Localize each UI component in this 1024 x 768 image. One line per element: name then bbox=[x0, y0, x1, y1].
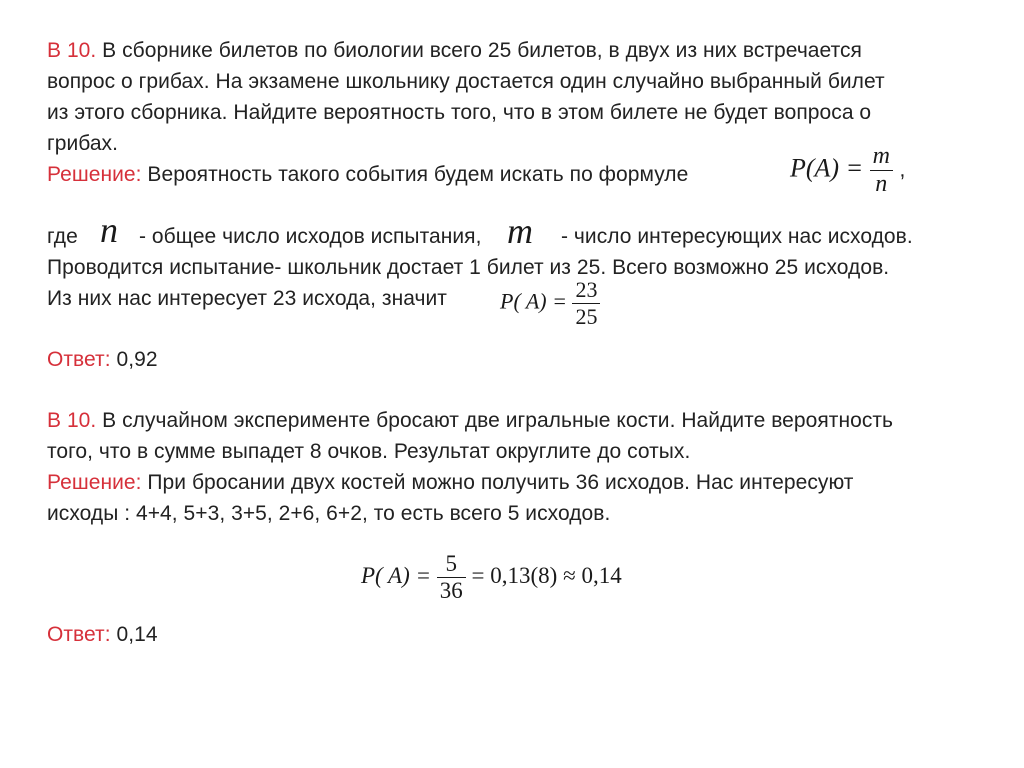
task2-line1-text: В случайном эксперименте бросают две игральные кости. Найдите вероятность bbox=[96, 409, 894, 432]
task1-solution-label: Решение: bbox=[47, 163, 142, 186]
task1-n-text: - общее число исходов испытания, bbox=[139, 225, 482, 248]
task2-answer-label: Ответ: bbox=[47, 623, 111, 646]
task1-interest-line: Из них нас интересует 23 исхода, значит bbox=[47, 287, 447, 310]
task1-formula bbox=[790, 143, 905, 198]
task1-label: В 10. bbox=[47, 39, 97, 62]
task1-n-symbol: n bbox=[100, 210, 118, 250]
task2-result-rhs: = 0,13(8) ≈ 0,14 bbox=[471, 562, 622, 588]
task2-solution-text: При бросании двух костей можно получить 36 исходов. Нас интересуют bbox=[141, 471, 854, 494]
task2-line1 bbox=[47, 408, 893, 434]
task2-line2: того, что в сумме выпадет 8 очков. Результат округлите до сотых. bbox=[47, 440, 691, 463]
task2-result-numerator: 5 bbox=[437, 551, 466, 578]
task2-answer bbox=[47, 622, 158, 648]
task1-result bbox=[500, 277, 600, 330]
task1-line4: грибах. bbox=[47, 132, 118, 155]
task1-answer-value: 0,92 bbox=[110, 348, 158, 371]
task2-solution-label: Решение: bbox=[47, 471, 142, 494]
task1-line3: из этого сборника. Найдите вероятность того, что в этом билете не будет вопроса о bbox=[47, 101, 872, 124]
task1-result-numerator: 23 bbox=[572, 277, 600, 304]
task2-outcomes-line: исходы : 4+4, 5+3, 3+5, 2+6, 6+2, то есть всего 5 исходов. bbox=[47, 502, 611, 525]
task1-trial-line: Проводится испытание- школьник достает 1 билет из 25. Всего возможно 25 исходов. bbox=[47, 256, 890, 279]
task1-answer-label: Ответ: bbox=[47, 348, 111, 371]
task2-result-lhs: P( A) = bbox=[361, 562, 432, 588]
task1-solution-text: Вероятность такого события будем искать по формуле bbox=[141, 163, 689, 186]
task1-formula-numerator: m bbox=[870, 143, 893, 171]
task1-m-symbol: m bbox=[507, 211, 533, 251]
task2-result-denominator: 36 bbox=[439, 578, 463, 603]
task1-formula-fraction bbox=[870, 143, 893, 198]
task1-where: где bbox=[47, 225, 78, 248]
task1-line1-text: В сборнике билетов по биологии всего 25 билетов, в двух из них встречается bbox=[96, 39, 862, 62]
task1-result-fraction bbox=[572, 277, 600, 330]
task2-result bbox=[361, 551, 622, 604]
task1-line2: вопрос о грибах. На экзамене школьнику достается один случайно выбранный билет bbox=[47, 70, 885, 93]
task1-formula-denominator: n bbox=[875, 171, 888, 197]
task2-label: В 10. bbox=[47, 409, 97, 432]
task2-solution bbox=[47, 470, 853, 496]
task1-answer bbox=[47, 347, 158, 373]
task1-result-lhs: P( A) = bbox=[500, 288, 567, 314]
task1-m-text: - число интересующих нас исходов. bbox=[561, 225, 913, 248]
task2-result-fraction bbox=[437, 551, 466, 604]
task1-result-denominator: 25 bbox=[575, 304, 598, 329]
task1-formula-comma: , bbox=[899, 158, 906, 182]
task1-line1 bbox=[47, 38, 862, 64]
task2-answer-value: 0,14 bbox=[110, 623, 158, 646]
task1-formula-lhs: P(A) = bbox=[790, 153, 864, 183]
task1-solution bbox=[47, 162, 688, 188]
